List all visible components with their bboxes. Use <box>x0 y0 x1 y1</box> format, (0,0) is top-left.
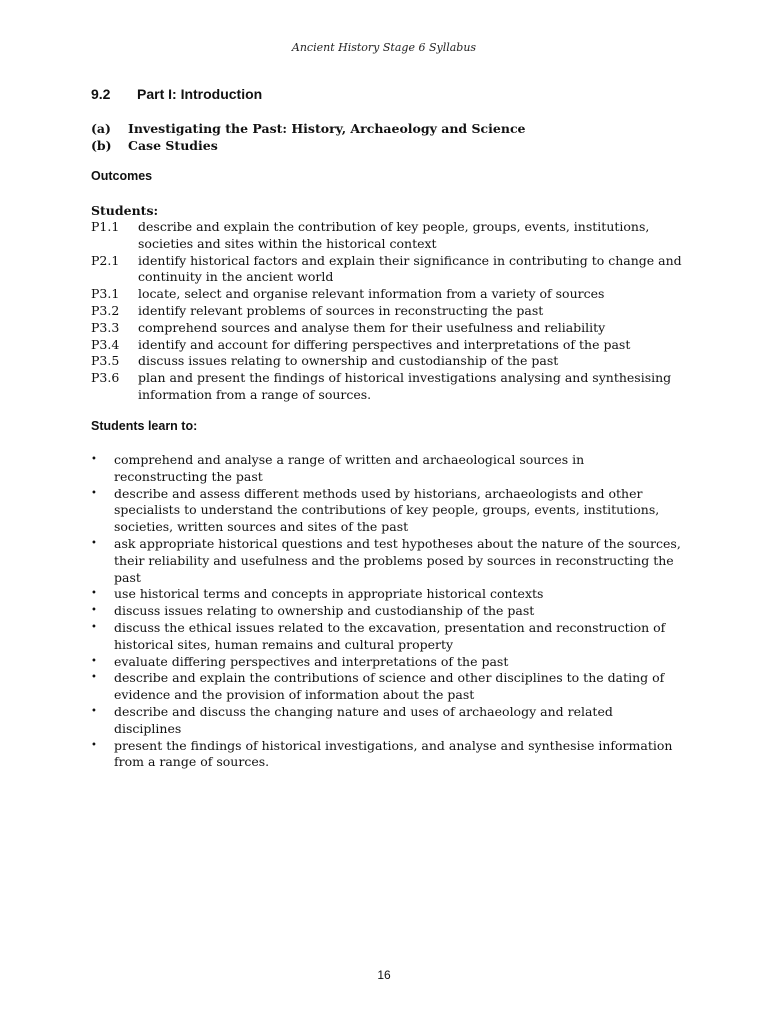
outcome-code: P2.1 <box>91 252 120 268</box>
outcome-text: discuss issues relating to ownership and custodianship of the past <box>138 353 559 369</box>
outcomes-heading: Outcomes <box>91 169 153 183</box>
outcome-code: P3.2 <box>91 302 120 318</box>
learn-item-text: discuss the ethical issues related to the excavation, presentation and reconstruction of historical sites, human remains and cultural property <box>114 619 666 652</box>
bullet-icon: • <box>91 655 97 667</box>
outcome-text: locate, select and organise relevant information from a variety of sources <box>138 286 605 302</box>
outcome-code: P3.1 <box>91 286 120 302</box>
learn-item-text: ask appropriate historical questions and test hypotheses about the nature of the sources, their reliability and usefulness and the problems posed by sources in reconstructing the past <box>114 535 681 585</box>
learn-item <box>91 654 681 671</box>
students-learn-heading: Students learn to: <box>91 419 198 433</box>
outcome-code: P3.6 <box>91 370 120 386</box>
bullet-icon: • <box>91 705 97 717</box>
outcome-item <box>91 353 691 370</box>
outcome-item <box>91 337 691 354</box>
outcome-text: identify and account for differing perspectives and interpretations of the past <box>138 336 631 352</box>
part-heading-a <box>91 121 526 138</box>
learn-item-text: present the findings of historical investigations, and analyse and synthesise information from a range of sources. <box>114 737 673 770</box>
section-heading <box>91 86 262 102</box>
part-headings <box>91 121 526 154</box>
outcome-code: P1.1 <box>91 219 120 234</box>
learn-item <box>91 620 681 654</box>
outcome-item <box>91 253 691 287</box>
outcome-item <box>91 303 691 320</box>
outcome-item <box>91 219 691 253</box>
learn-item-text: describe and discuss the changing nature and uses of archaeology and related disciplines <box>114 703 613 736</box>
outcomes-list <box>91 219 691 404</box>
page-number: 16 <box>377 968 391 982</box>
part-title: Case Studies <box>128 137 218 153</box>
part-heading-b <box>91 138 526 155</box>
outcome-code: P3.3 <box>91 319 120 335</box>
bullet-icon: • <box>91 605 97 617</box>
outcome-text: comprehend sources and analyse them for their usefulness and reliability <box>138 319 606 335</box>
bullet-icon: • <box>91 588 97 600</box>
bullet-icon: • <box>91 454 97 465</box>
learn-item <box>91 670 681 704</box>
learn-item <box>91 586 681 603</box>
outcome-item <box>91 370 691 404</box>
learn-item-text: comprehend and analyse a range of written and archaeological sources in reconstructing the past <box>114 452 585 484</box>
students-label: Students: <box>91 203 159 218</box>
bullet-icon: • <box>91 672 97 684</box>
section-number: 9.2 <box>91 86 111 102</box>
bullet-icon: • <box>91 739 97 751</box>
learn-item <box>91 704 681 738</box>
learn-item-text: evaluate differing perspectives and interpretations of the past <box>114 653 509 669</box>
outcome-text: describe and explain the contribution of key people, groups, events, institutions, societies and sites within the historical context <box>138 219 650 251</box>
outcome-text: identify relevant problems of sources in reconstructing the past <box>138 302 544 318</box>
learn-item-text: describe and explain the contributions of science and other disciplines to the dating of evidence and the provision of information about the past <box>114 670 665 703</box>
students-learn-list <box>91 452 681 771</box>
learn-item <box>91 486 681 536</box>
outcome-code: P3.5 <box>91 353 120 369</box>
learn-item-text: describe and assess different methods used by historians, archaeologists and other specialists to understand the contributions of key people, groups, events, institutions, societies, written sources and sites of the past <box>114 485 660 535</box>
outcome-item <box>91 320 691 337</box>
outcome-text: plan and present the findings of historical investigations analysing and synthesising information from a range of sources. <box>138 370 672 402</box>
learn-item <box>91 603 681 620</box>
part-title: Investigating the Past: History, Archaeology and Science <box>128 121 526 136</box>
outcome-item <box>91 286 691 303</box>
outcome-text: identify historical factors and explain their significance in contributing to change and continuity in the ancient world <box>138 252 682 285</box>
learn-item-text: discuss issues relating to ownership and custodianship of the past <box>114 603 535 619</box>
outcome-code: P3.4 <box>91 336 120 352</box>
learn-item-text: use historical terms and concepts in appropriate historical contexts <box>114 586 544 602</box>
section-title: Part I: Introduction <box>137 86 263 102</box>
running-header: Ancient History Stage 6 Syllabus <box>291 41 477 54</box>
part-label: (a) <box>91 121 111 136</box>
part-label: (b) <box>91 137 112 153</box>
learn-item <box>91 452 681 486</box>
bullet-icon: • <box>91 621 97 633</box>
learn-item <box>91 536 681 586</box>
learn-item <box>91 738 681 772</box>
bullet-icon: • <box>91 537 97 549</box>
bullet-icon: • <box>91 487 97 499</box>
